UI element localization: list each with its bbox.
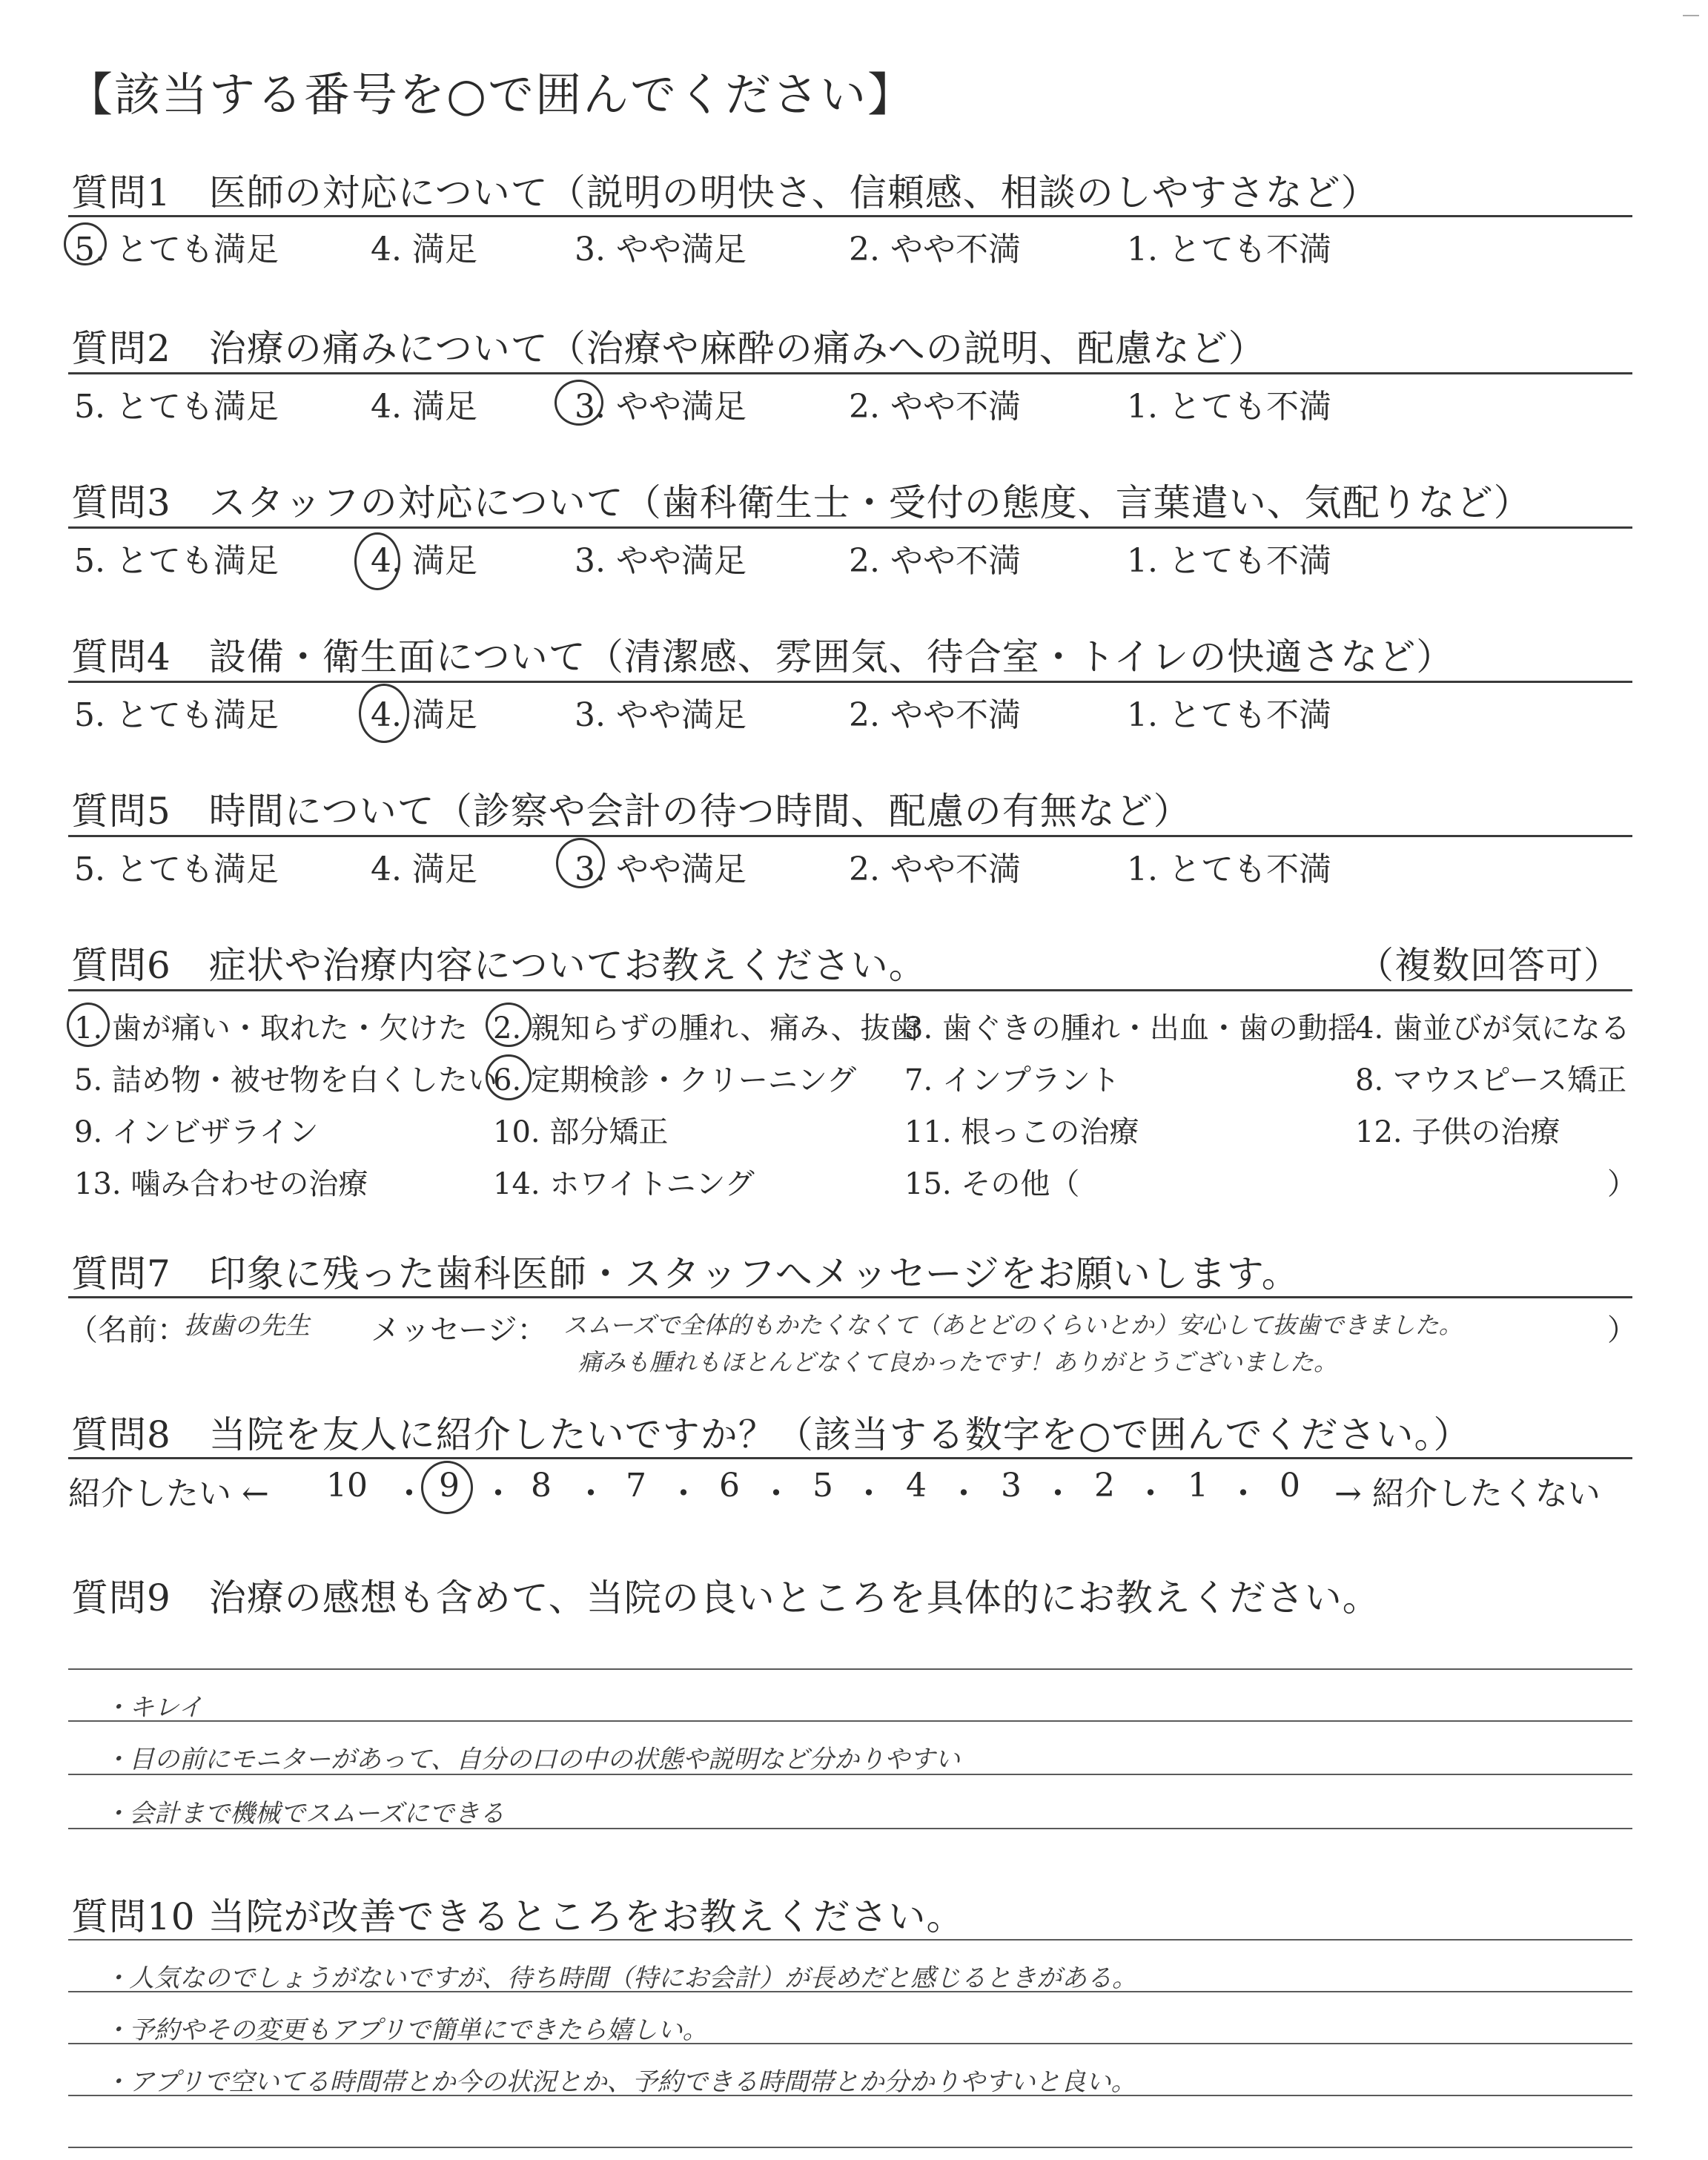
q4-selection-circle: [359, 684, 409, 743]
q8-title: 質問8 当院を友人に紹介したいですか？（該当する数字を○で囲んでください。）: [71, 1413, 1472, 1456]
q10-answer-2[interactable]: ・予約やその変更もアプリで簡単にできたら嬉しい。: [104, 2015, 708, 2045]
q6-choice-1-circle: [67, 1003, 110, 1047]
q4-option-1[interactable]: 1. とても不満: [1127, 696, 1331, 734]
q8-score-2[interactable]: 2: [1094, 1467, 1115, 1505]
q1-option-2[interactable]: 2. やや不満: [849, 231, 1021, 268]
q10-line: [68, 1939, 1632, 1941]
q10-answer-3[interactable]: ・アプリで空いてる時間帯とか今の状況とか、予約できる時間帯とか分かりやすいと良い。: [104, 2067, 1136, 2097]
q6-choice-8[interactable]: 8. マウスピース矯正: [1355, 1063, 1627, 1097]
q8-selection-circle: [421, 1461, 473, 1514]
q8-dot: ・: [667, 1475, 700, 1513]
q8-dot: ・: [1134, 1475, 1167, 1513]
q8-score-6[interactable]: 6: [719, 1467, 740, 1505]
page-heading: 【該当する番号を○で囲んでください】: [67, 67, 916, 122]
q7-title: 質問7 印象に残った歯科医師・スタッフへメッセージをお願いします。: [71, 1252, 1300, 1295]
q7-message-line2[interactable]: 痛みも腫れもほとんどなくて良かったです！ありがとうございました。: [578, 1348, 1338, 1376]
q3-option-2[interactable]: 2. やや不満: [849, 542, 1021, 580]
q6-choice-14[interactable]: 14. ホワイトニング: [493, 1167, 755, 1201]
q8-score-7[interactable]: 7: [626, 1467, 646, 1505]
q2-option-5[interactable]: 5. とても満足: [74, 388, 279, 426]
q8-score-0[interactable]: 0: [1280, 1467, 1300, 1505]
q9-title: 質問9 治療の感想も含めて、当院の良いところを具体的にお教えください。: [71, 1576, 1380, 1619]
q9-answer-1[interactable]: ・キレイ: [104, 1693, 203, 1723]
q1-selection-circle: [64, 222, 107, 265]
q8-score-4[interactable]: 4: [906, 1467, 927, 1505]
q6-choice-1[interactable]: 1. 歯が痛い・取れた・欠けた: [74, 1011, 468, 1046]
q7-name-label: （名前：: [68, 1313, 187, 1347]
q7-rule: [68, 1296, 1632, 1298]
q8-dot: ・: [853, 1475, 885, 1513]
q2-option-1[interactable]: 1. とても不満: [1127, 388, 1331, 426]
q4-option-5[interactable]: 5. とても満足: [74, 696, 279, 734]
q7-close-paren: ）: [1607, 1313, 1637, 1347]
q3-title: 質問3 スタッフの対応について（歯科衛生士・受付の態度、言葉遣い、気配りなど）: [71, 481, 1532, 524]
q5-rule: [68, 835, 1632, 837]
q6-choice-2[interactable]: 2. 親知らずの腫れ、痛み、抜歯: [493, 1011, 920, 1046]
q2-selection-circle: [555, 380, 603, 426]
q1-title: 質問1 医師の対応について（説明の明快さ、信頼感、相談のしやすさなど）: [71, 171, 1379, 214]
q3-selection-circle: [354, 532, 400, 590]
page-edge-mark: [1683, 15, 1699, 16]
q4-option-4[interactable]: 4. 満足: [371, 696, 477, 734]
q10-title: 質問10 当院が改善できるところをお教えください。: [71, 1895, 964, 1938]
q8-dot: ・: [947, 1475, 980, 1513]
q5-option-2[interactable]: 2. やや不満: [849, 851, 1021, 888]
q2-option-3[interactable]: 3. やや満足: [575, 388, 747, 426]
q6-choice-2-circle: [486, 1003, 532, 1047]
q6-choice-6-circle: [486, 1054, 532, 1100]
q6-choice-13[interactable]: 13. 噛み合わせの治療: [74, 1167, 368, 1201]
q8-score-10[interactable]: 10: [326, 1467, 368, 1505]
q6-choice-15[interactable]: 15. その他（: [904, 1167, 1080, 1201]
q10-answer-1[interactable]: ・人気なのでしょうがないですが、待ち時間（特にお会計）が長めだと感じるときがある。: [104, 1964, 1137, 1993]
q6-multiple-note: （複数回答可）: [1357, 944, 1621, 987]
q5-option-3[interactable]: 3. やや満足: [575, 851, 747, 888]
q8-left-label: 紹介したい ←: [68, 1475, 269, 1513]
q6-choice-3[interactable]: 3. 歯ぐきの腫れ・出血・歯の動揺: [904, 1011, 1357, 1046]
q8-score-3[interactable]: 3: [1001, 1467, 1022, 1505]
q6-other-close-paren: ）: [1607, 1167, 1637, 1201]
q7-name-value[interactable]: 抜歯の先生: [184, 1311, 310, 1341]
q4-option-2[interactable]: 2. やや不満: [849, 696, 1021, 734]
q9-line: [68, 1668, 1632, 1670]
q10-line: [68, 2147, 1632, 2148]
q9-answer-2[interactable]: ・目の前にモニターがあって、自分の口の中の状態や説明など分かりやすい: [104, 1745, 960, 1774]
q6-choice-11[interactable]: 11. 根っこの治療: [904, 1115, 1139, 1149]
q6-choice-7[interactable]: 7. インプラント: [904, 1063, 1120, 1097]
q8-score-5[interactable]: 5: [812, 1467, 833, 1505]
q5-selection-circle: [556, 838, 605, 888]
q6-choice-5[interactable]: 5. 詰め物・被せ物を白くしたい: [74, 1063, 497, 1097]
q9-line: [68, 1720, 1632, 1722]
q8-score-1[interactable]: 1: [1188, 1467, 1208, 1505]
q8-dot: ・: [1227, 1475, 1260, 1513]
q5-option-4[interactable]: 4. 満足: [371, 851, 477, 888]
q8-rule: [68, 1457, 1632, 1459]
q5-title: 質問5 時間について（診察や会計の待つ時間、配慮の有無など）: [71, 790, 1191, 833]
q8-dot: ・: [1042, 1475, 1074, 1513]
q6-rule: [68, 989, 1632, 991]
q2-option-2[interactable]: 2. やや不満: [849, 388, 1021, 426]
q5-option-5[interactable]: 5. とても満足: [74, 851, 279, 888]
q8-score-8[interactable]: 8: [531, 1467, 552, 1505]
q2-rule: [68, 372, 1632, 374]
q1-option-4[interactable]: 4. 満足: [371, 231, 477, 268]
q4-title: 質問4 設備・衛生面について（清潔感、雰囲気、待合室・トイレの快適さなど）: [71, 635, 1454, 678]
q4-rule: [68, 681, 1632, 683]
q3-rule: [68, 526, 1632, 529]
q3-option-1[interactable]: 1. とても不満: [1127, 542, 1331, 580]
q6-choice-9[interactable]: 9. インビザライン: [74, 1115, 319, 1149]
q7-message-label: メッセージ：: [371, 1313, 547, 1347]
q1-rule: [68, 215, 1632, 217]
q3-option-5[interactable]: 5. とても満足: [74, 542, 279, 580]
q3-option-3[interactable]: 3. やや満足: [575, 542, 747, 580]
q1-option-5[interactable]: 5. とても満足: [74, 231, 279, 268]
q8-dot: ・: [482, 1475, 514, 1513]
q8-score-9[interactable]: 9: [439, 1467, 460, 1505]
q9-answer-3[interactable]: ・会計まで機械でスムーズにできる: [104, 1799, 505, 1829]
q1-option-3[interactable]: 3. やや満足: [575, 231, 747, 268]
q8-dot: ・: [760, 1475, 792, 1513]
q8-dot: ・: [393, 1475, 426, 1513]
q7-message-line1[interactable]: スムーズで全体的もかたくなくて（あとどのくらいとか）安心して抜歯できました。: [563, 1311, 1463, 1339]
q6-title: 質問6 症状や治療内容についてお教えください。: [71, 944, 927, 987]
q2-title: 質問2 治療の痛みについて（治療や麻酔の痛みへの説明、配慮など）: [71, 327, 1266, 370]
q6-choice-12[interactable]: 12. 子供の治療: [1355, 1115, 1560, 1149]
q2-option-4[interactable]: 4. 満足: [371, 388, 477, 426]
q4-option-3[interactable]: 3. やや満足: [575, 696, 747, 734]
q6-choice-6[interactable]: 6. 定期検診・クリーニング: [493, 1063, 857, 1097]
q8-dot: ・: [575, 1475, 607, 1513]
q6-choice-10[interactable]: 10. 部分矯正: [493, 1115, 669, 1149]
q8-right-label: → 紹介したくない: [1334, 1475, 1601, 1513]
q5-option-1[interactable]: 1. とても不満: [1127, 851, 1331, 888]
q6-choice-4[interactable]: 4. 歯並びが気になる: [1355, 1011, 1630, 1046]
q1-option-1[interactable]: 1. とても不満: [1127, 231, 1331, 268]
q3-option-4[interactable]: 4. 満足: [371, 542, 477, 580]
